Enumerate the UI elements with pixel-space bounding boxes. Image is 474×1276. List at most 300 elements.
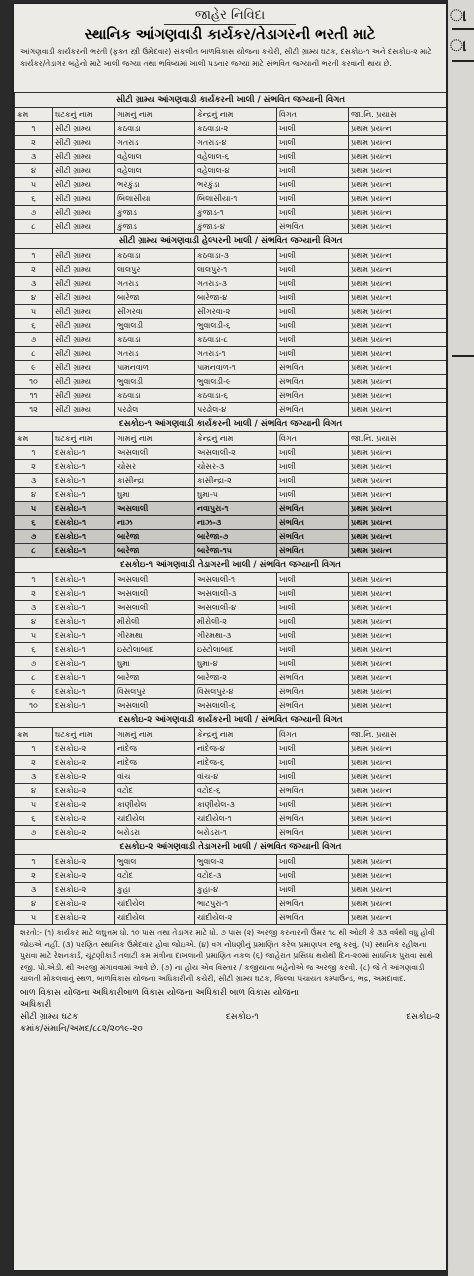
cell-prayas: પ્રથમ પ્રયત્ન bbox=[349, 742, 447, 756]
cell-prayas: પ્રથમ પ્રયત્ન bbox=[349, 291, 447, 305]
cell-prayas: પ્રથમ પ્રયત્ન bbox=[349, 756, 447, 770]
cell-kendra: ચોસર-૩ bbox=[195, 460, 277, 474]
cell-kram: ૪ bbox=[15, 164, 53, 178]
newspaper-notice bbox=[14, 4, 446, 1270]
cell-vigat: ખાલી bbox=[277, 277, 349, 291]
notice-title: જાહેર નિવિદા bbox=[194, 8, 266, 23]
table-row bbox=[15, 742, 447, 756]
table-row bbox=[15, 319, 447, 333]
column-header-gaam: ગામનું નામ bbox=[115, 108, 195, 122]
cell-prayas: પ્રથમ પ્રયત્ન bbox=[349, 164, 447, 178]
cell-gaam: ગતરાડ bbox=[115, 277, 195, 291]
cell-kendra: વટોદ-૩ bbox=[195, 869, 277, 883]
cell-kendra: કુંજાડ-૧ bbox=[195, 206, 277, 220]
cell-kram: ૩ bbox=[15, 770, 53, 784]
cell-kram: ૭ bbox=[15, 657, 53, 671]
cell-kendra: ઘુમા-૪ bbox=[195, 657, 277, 671]
cell-prayas: પ્રથમ પ્રયત્ન bbox=[349, 319, 447, 333]
column-header-kendra: કેન્દ્રનું નામ bbox=[195, 728, 277, 742]
cell-vigat: ખાલી bbox=[277, 474, 349, 488]
cell-gaam: અસલાલી bbox=[115, 601, 195, 615]
cell-ghatak: દસકોઇ-૧ bbox=[53, 671, 115, 685]
cell-gaam: પામનવાળ bbox=[115, 361, 195, 375]
cell-kram: ૧ bbox=[15, 742, 53, 756]
cell-ghatak: દસકોઇ-૨ bbox=[53, 855, 115, 869]
cell-kendra: અસલાલી-૬ bbox=[195, 699, 277, 713]
cell-vigat: ખાલી bbox=[277, 855, 349, 869]
cell-ghatak: સીટી ગ્રામ્ય bbox=[53, 206, 115, 220]
cell-kram: ૮ bbox=[15, 347, 53, 361]
cell-kendra: સીંગરવા-૨ bbox=[195, 305, 277, 319]
edge-rule bbox=[452, 60, 474, 62]
cell-prayas: પ્રથમ પ્રયત્ન bbox=[349, 333, 447, 347]
cell-kendra: કઠવાડા-૩ bbox=[195, 249, 277, 263]
column-header-ghatak: ઘટકનું નામ bbox=[53, 108, 115, 122]
column-header-kram: ક્રમ bbox=[15, 728, 53, 742]
cell-ghatak: દસકોઇ-૧ bbox=[53, 516, 115, 530]
column-header-gaam: ગામનું નામ bbox=[115, 728, 195, 742]
cell-vigat: ખાલી bbox=[277, 573, 349, 587]
cell-kram: ૮ bbox=[15, 544, 53, 558]
cell-ghatak: દસકોઇ-૧ bbox=[53, 699, 115, 713]
cell-ghatak: સીટી ગ્રામ્ય bbox=[53, 403, 115, 417]
cell-gaam: બારેજા bbox=[115, 530, 195, 544]
cell-gaam: નાંદેજ bbox=[115, 756, 195, 770]
cell-vigat: ખાલી bbox=[277, 587, 349, 601]
cell-kendra: ભુવાલ-૨ bbox=[195, 855, 277, 869]
cell-prayas: પ્રથમ પ્રયત્ન bbox=[349, 122, 447, 136]
cell-prayas: પ્રથમ પ્રયત્ન bbox=[349, 347, 447, 361]
cell-prayas: પ્રથમ પ્રયત્ન bbox=[349, 516, 447, 530]
cell-gaam: કુહા bbox=[115, 883, 195, 897]
cell-prayas: પ્રથમ પ્રયત્ન bbox=[349, 587, 447, 601]
cell-kendra: કુંજાડ-૪ bbox=[195, 220, 277, 234]
table-row bbox=[15, 347, 447, 361]
cell-prayas: પ્રથમ પ્રયત્ન bbox=[349, 812, 447, 826]
cell-vigat: ખાલી bbox=[277, 883, 349, 897]
cell-kram: ૯ bbox=[15, 685, 53, 699]
table-row bbox=[15, 516, 447, 530]
cell-gaam: સીંગરવા bbox=[115, 305, 195, 319]
section-title-row bbox=[15, 417, 447, 432]
cell-kram: ૮ bbox=[15, 671, 53, 685]
table-row bbox=[15, 897, 447, 911]
column-header-vigat: વિગત bbox=[277, 108, 349, 122]
table-row bbox=[15, 206, 447, 220]
cell-vigat: ખાલી bbox=[277, 643, 349, 657]
cell-ghatak: સીટી ગ્રામ્ય bbox=[53, 347, 115, 361]
cell-gaam: વહેલાલ bbox=[115, 150, 195, 164]
cell-gaam: કઠવાડા bbox=[115, 389, 195, 403]
table-row bbox=[15, 699, 447, 713]
cell-vigat: સંભવિત bbox=[277, 544, 349, 558]
cell-kendra: કઠવાડા-૮ bbox=[195, 333, 277, 347]
cell-kendra: ભાટપુરા-૧ bbox=[195, 897, 277, 911]
cell-kram: ૬ bbox=[15, 812, 53, 826]
cell-kendra: વહેલાલ-૬ bbox=[195, 150, 277, 164]
cell-ghatak: દસકોઇ-૨ bbox=[53, 826, 115, 840]
cell-gaam: ભુવાલ bbox=[115, 855, 195, 869]
cell-kram: ૧૦ bbox=[15, 375, 53, 389]
column-header-kram: ક્રમ bbox=[15, 432, 53, 446]
cell-kendra: અસલાલી-૪ bbox=[195, 601, 277, 615]
cell-prayas: પ્રથમ પ્રયત્ન bbox=[349, 671, 447, 685]
cell-kendra: ભુવાલડી-૯ bbox=[195, 375, 277, 389]
cell-kram: ૬ bbox=[15, 192, 53, 206]
cell-kram: ૭ bbox=[15, 333, 53, 347]
cell-ghatak: સીટી ગ્રામ્ય bbox=[53, 263, 115, 277]
table-row bbox=[15, 192, 447, 206]
cell-kram: ૩ bbox=[15, 474, 53, 488]
cell-ghatak: સીટી ગ્રામ્ય bbox=[53, 333, 115, 347]
cell-vigat: ખાલી bbox=[277, 122, 349, 136]
cell-kram: ૬ bbox=[15, 643, 53, 657]
cell-kendra: ગતરાડ-૧ bbox=[195, 347, 277, 361]
cell-prayas: પ્રથમ પ્રયત્ન bbox=[349, 263, 447, 277]
cell-gaam: કઠવાડા bbox=[115, 249, 195, 263]
cell-kram: ૬ bbox=[15, 516, 53, 530]
cell-prayas: પ્રથમ પ્રયત્ન bbox=[349, 502, 447, 516]
cell-kram: ૫ bbox=[15, 305, 53, 319]
cell-vigat: ખાલી bbox=[277, 615, 349, 629]
cell-ghatak: દસકોઇ-૧ bbox=[53, 573, 115, 587]
cell-kram: ૩ bbox=[15, 601, 53, 615]
cell-ghatak: સીટી ગ્રામ્ય bbox=[53, 305, 115, 319]
cell-vigat: ખાલી bbox=[277, 629, 349, 643]
column-header-prayas: જા.નિ. પ્રયાસ bbox=[349, 728, 447, 742]
cell-vigat: સંભવિત bbox=[277, 897, 349, 911]
cell-prayas: પ્રથમ પ્રયત્ન bbox=[349, 855, 447, 869]
table-row bbox=[15, 798, 447, 812]
column-header-prayas: જા.નિ. પ્રયાસ bbox=[349, 108, 447, 122]
cell-gaam: અસલાલી bbox=[115, 587, 195, 601]
cell-ghatak: સીટી ગ્રામ્ય bbox=[53, 361, 115, 375]
table-row bbox=[15, 291, 447, 305]
table-row bbox=[15, 178, 447, 192]
column-header-kendra: કેન્દ્રનું નામ bbox=[195, 108, 277, 122]
cell-gaam: ગતરાડ bbox=[115, 347, 195, 361]
cell-ghatak: દસકોઇ-૧ bbox=[53, 544, 115, 558]
cell-gaam: વટોદ bbox=[115, 869, 195, 883]
cell-kendra: પરઢોલ-૪ bbox=[195, 403, 277, 417]
cell-prayas: પ્રથમ પ્રયત્ન bbox=[349, 446, 447, 460]
cell-kendra: ઘુમા-૫ bbox=[195, 488, 277, 502]
cell-prayas: પ્રથમ પ્રયત્ન bbox=[349, 249, 447, 263]
cell-prayas: પ્રથમ પ્રયત્ન bbox=[349, 784, 447, 798]
cell-gaam: અસલાલી bbox=[115, 446, 195, 460]
cell-gaam: ગતરાડ bbox=[115, 136, 195, 150]
cell-kendra: બિલાસીયા-૧ bbox=[195, 192, 277, 206]
cell-vigat: સંભવિત bbox=[277, 784, 349, 798]
cell-kram: ૧ bbox=[15, 122, 53, 136]
cell-prayas: પ્રથમ પ્રયત્ન bbox=[349, 699, 447, 713]
cell-vigat: સંભવિત bbox=[277, 812, 349, 826]
cell-prayas: પ્રથમ પ્રયત્ન bbox=[349, 629, 447, 643]
table-row bbox=[15, 361, 447, 375]
cell-ghatak: સીટી ગ્રામ્ય bbox=[53, 192, 115, 206]
cell-ghatak: સીટી ગ્રામ્ય bbox=[53, 178, 115, 192]
cell-ghatak: સીટી ગ્રામ્ય bbox=[53, 319, 115, 333]
table-row bbox=[15, 277, 447, 291]
cell-gaam: અસલાલી bbox=[115, 699, 195, 713]
cell-vigat: ખાલી bbox=[277, 756, 349, 770]
cell-vigat: ખાલી bbox=[277, 150, 349, 164]
cell-kendra: અસલાલી-૨ bbox=[195, 446, 277, 460]
cell-ghatak: સીટી ગ્રામ્ય bbox=[53, 375, 115, 389]
section-title: દસકોઇ-૨ આંગણવાડી તેડાગરની ખાલી / સંભવિત જગ્યાની વિગત bbox=[15, 840, 447, 855]
cell-kendra: કાસીન્દ્રા-૨ bbox=[195, 474, 277, 488]
table-row bbox=[15, 249, 447, 263]
cell-ghatak: દસકોઇ-૧ bbox=[53, 502, 115, 516]
cell-kram: ૭ bbox=[15, 826, 53, 840]
signature-line-2: અધિકારી bbox=[20, 999, 52, 1010]
signature-unit-daskroi-2: દસકોઇ-૨ bbox=[406, 1011, 440, 1022]
cell-vigat: ખાલી bbox=[277, 869, 349, 883]
cell-ghatak: દસકોઇ-૨ bbox=[53, 883, 115, 897]
cell-prayas: પ્રથમ પ્રયત્ન bbox=[349, 883, 447, 897]
cell-gaam: કઠવાડા bbox=[115, 333, 195, 347]
signature-block bbox=[14, 987, 446, 1035]
cell-kram: ૯ bbox=[15, 361, 53, 375]
cell-gaam: ચાંદીયેલ bbox=[115, 911, 195, 925]
section-title: દસકોઇ-૨ આંગણવાડી કાર્યકરની ખાલી / સંભવિત જગ્યાની વિગત bbox=[15, 713, 447, 728]
cell-kendra: કઠવાડા-૬ bbox=[195, 389, 277, 403]
cell-kendra: નાઝ-૩ bbox=[195, 516, 277, 530]
table-row bbox=[15, 601, 447, 615]
section-title-row bbox=[15, 93, 447, 108]
table-row bbox=[15, 502, 447, 516]
cell-kendra: ભરકુંડા bbox=[195, 178, 277, 192]
cell-kendra: બરોડરા-૧ bbox=[195, 826, 277, 840]
cell-kram: ૨ bbox=[15, 756, 53, 770]
cell-kendra: ઇસ્ટોલાબાદ bbox=[195, 643, 277, 657]
cell-prayas: પ્રથમ પ્રયત્ન bbox=[349, 685, 447, 699]
cell-prayas: પ્રથમ પ્રયત્ન bbox=[349, 305, 447, 319]
signature-line-1: બાળ વિકાસ યોજના અધિકારીબાળ વિકાસ યોજના અધિકારી બાળ વિકાસ યોજના bbox=[20, 987, 299, 998]
table-row bbox=[15, 150, 447, 164]
cell-kram: ૧૦ bbox=[15, 699, 53, 713]
column-header-ghatak: ઘટકનું નામ bbox=[53, 432, 115, 446]
cell-kram: ૫ bbox=[15, 629, 53, 643]
cell-prayas: પ્રથમ પ્રયત્ન bbox=[349, 361, 447, 375]
cell-ghatak: દસકોઇ-૧ bbox=[53, 460, 115, 474]
column-header-prayas: જા.નિ. પ્રયાસ bbox=[349, 432, 447, 446]
cell-vigat: સંભવિત bbox=[277, 220, 349, 234]
cell-ghatak: સીટી ગ્રામ્ય bbox=[53, 277, 115, 291]
cell-kendra: લાલપુર-૧ bbox=[195, 263, 277, 277]
cell-ghatak: દસકોઇ-૧ bbox=[53, 474, 115, 488]
table-row bbox=[15, 220, 447, 234]
cell-kram: ૧ bbox=[15, 855, 53, 869]
cell-prayas: પ્રથમ પ્રયત્ન bbox=[349, 544, 447, 558]
cell-ghatak: દસકોઇ-૨ bbox=[53, 897, 115, 911]
cell-kendra: કાણીયેલ-૩ bbox=[195, 798, 277, 812]
column-header-row bbox=[15, 432, 447, 446]
section-title: દસકોઇ-૧ આંગણવાડી કાર્યકરની ખાલી / સંભવિત જગ્યાની વિગત bbox=[15, 417, 447, 432]
cell-ghatak: દસકોઇ-૧ bbox=[53, 615, 115, 629]
cell-kram: ૭ bbox=[15, 530, 53, 544]
cell-prayas: પ્રથમ પ્રયત્ન bbox=[349, 178, 447, 192]
notice-intro: આંગણવાડી કાર્યકરની ભરતી (ફક્ત સ્ત્રી ઉમેદવાર) સંકલીત બાળવિકાસ યોજના કચેરી, સીટી ગ્રામ્ય ઘટક, દસકોઇ-૧ અને દસકોઇ-૨ માટે કાર્યકર/તેડાગર બહેનો માટે ખાલી જગ્યા તથા ભવિષ્યમાં ખાલી પડનાર જગ્યા માટે સંભવિત જગ્યાની ભરતી કરવાની થાય છે. bbox=[20, 47, 432, 68]
cell-kram: ૨ bbox=[15, 869, 53, 883]
signature-unit-city: સીટી ગ્રામ્ય ઘટક bbox=[20, 1011, 79, 1022]
cell-ghatak: દસકોઇ-૧ bbox=[53, 657, 115, 671]
cell-gaam: કુંજાડ bbox=[115, 220, 195, 234]
cell-vigat: ખાલી bbox=[277, 319, 349, 333]
cell-ghatak: સીટી ગ્રામ્ય bbox=[53, 136, 115, 150]
cell-gaam: ઘુમા bbox=[115, 488, 195, 502]
cell-kendra: વટોદ-૬ bbox=[195, 784, 277, 798]
cell-vigat: ખાલી bbox=[277, 305, 349, 319]
cell-gaam: ચાંદીયેલ bbox=[115, 897, 195, 911]
cell-kendra: વાંચ-૪ bbox=[195, 770, 277, 784]
table-row bbox=[15, 671, 447, 685]
signature-unit-daskroi-1: દસકોઇ-૧ bbox=[225, 1011, 259, 1022]
cell-vigat: સંભવિત bbox=[277, 530, 349, 544]
cell-prayas: પ્રથમ પ્રયત્ન bbox=[349, 220, 447, 234]
cell-vigat: ખાલી bbox=[277, 446, 349, 460]
section-title: સીટી ગ્રામ્ય આંગણવાડી હેલ્પરની ખાલી / સંભવિત જગ્યાની વિગત bbox=[15, 234, 447, 249]
title-underline bbox=[164, 24, 296, 25]
cell-ghatak: દસકોઇ-૧ bbox=[53, 601, 115, 615]
cell-prayas: પ્રથમ પ્રયત્ન bbox=[349, 488, 447, 502]
cell-kendra: બારેજા-૧૫ bbox=[195, 544, 277, 558]
cell-ghatak: દસકોઇ-૧ bbox=[53, 488, 115, 502]
table-row bbox=[15, 544, 447, 558]
cell-vigat: ખાલી bbox=[277, 333, 349, 347]
cell-ghatak: દસકોઇ-૨ bbox=[53, 911, 115, 925]
cell-kendra: નવાપુરા-૧ bbox=[195, 502, 277, 516]
cell-vigat: ખાલી bbox=[277, 657, 349, 671]
cell-prayas: પ્રથમ પ્રયત્ન bbox=[349, 798, 447, 812]
cell-vigat: સંભવિત bbox=[277, 826, 349, 840]
cell-gaam: બારેજા bbox=[115, 291, 195, 305]
cell-prayas: પ્રથમ પ્રયત્ન bbox=[349, 474, 447, 488]
table-row bbox=[15, 911, 447, 925]
cell-ghatak: સીટી ગ્રામ્ય bbox=[53, 122, 115, 136]
cell-kram: ૪ bbox=[15, 488, 53, 502]
cell-prayas: પ્રથમ પ્રયત્ન bbox=[349, 277, 447, 291]
cell-kendra: બારેજા-૭ bbox=[195, 530, 277, 544]
cell-ghatak: દસકોઇ-૨ bbox=[53, 812, 115, 826]
table-row bbox=[15, 643, 447, 657]
cell-kram: ૨ bbox=[15, 263, 53, 277]
cell-ghatak: દસકોઇ-૧ bbox=[53, 643, 115, 657]
table-row bbox=[15, 488, 447, 502]
table-row bbox=[15, 869, 447, 883]
table-row bbox=[15, 460, 447, 474]
cell-ghatak: સીટી ગ્રામ્ય bbox=[53, 249, 115, 263]
cell-prayas: પ્રથમ પ્રયત્ન bbox=[349, 657, 447, 671]
table-row bbox=[15, 333, 447, 347]
table-row bbox=[15, 375, 447, 389]
cell-gaam: વાંચ bbox=[115, 770, 195, 784]
cell-kram: ૮ bbox=[15, 220, 53, 234]
cell-gaam: લાલપુર bbox=[115, 263, 195, 277]
cell-prayas: પ્રથમ પ્રયત્ન bbox=[349, 643, 447, 657]
cell-gaam: ઘુમા bbox=[115, 657, 195, 671]
cell-vigat: ખાલી bbox=[277, 164, 349, 178]
cell-kendra: વહેલાલ-૪ bbox=[195, 164, 277, 178]
cell-ghatak: સીટી ગ્રામ્ય bbox=[53, 389, 115, 403]
cell-kendra: ગતરાડ-૪ bbox=[195, 136, 277, 150]
cell-kram: ૩ bbox=[15, 883, 53, 897]
cell-kendra: પામનવાળ-૧ bbox=[195, 361, 277, 375]
section-title-row bbox=[15, 840, 447, 855]
cell-ghatak: દસકોઇ-૧ bbox=[53, 685, 115, 699]
terms-text: શરતો:- (૧) કાર્યકર માટે લઘુત્તમ ધો. ૧૦ પાસ તથા તેડાગર માટે ધો. ૭ પાસ (૨) અરજી કરનારની ઉંમર ૧૮ થી ઓછી કે ૩૩ વર્ષથી વધુ હોવી જોઇએ નહીં. (૩) પરણિત સ્થાનિક ઉમેદવાર હોવા જોઇએ. (૪) વગ નોંધણીનું પ્રમાણિત કરેલ પ્રમાણપત્ર રજુ કરવું. (૫) સ્થાનિક રહીશના પુરાવા માટે રેશનકાર્ડ, ચૂંટણીકાર્ડ તલાટી કમ મંત્રીના દાખલાની પ્રમાણિત નકલ (૬) જાહેરાત પ્રસિધ્ધ થયેથી દિન-૨૦માં સાધનિક પુરાવા સાથે રજી. પો.એડી. થી અરજી મંગાવવામાં આવે છે. (૭) ના હોય એવ વિસ્તાર / કજીયાના બહેનોએ જ અરજી કરવી. (૮) જે તે આંગણવાડી ચાલતી મોકલવાનું સ્થળ, બાળવિકાસ યોજના અધિકારીની કચેરી, સીટી ગ્રામ્ય ઘટક, જિલ્લા પંચાયત કમ્પાઉન્ડ, ભદ્ર, અમદાવાદ. bbox=[20, 928, 435, 984]
cell-kendra: અસલાલી-૩ bbox=[195, 587, 277, 601]
cell-kram: ૧ bbox=[15, 573, 53, 587]
cell-vigat: ખાલી bbox=[277, 460, 349, 474]
reference-number: ક્રમાંક/સંમાનિ/અમદ/૮૮૨/૨૦૧૯-૨૦ bbox=[20, 1023, 143, 1034]
cell-kram: ૧૧ bbox=[15, 389, 53, 403]
cell-vigat: ખાલી bbox=[277, 742, 349, 756]
table-row bbox=[15, 446, 447, 460]
column-header-ghatak: ઘટકનું નામ bbox=[53, 728, 115, 742]
cell-kram: ૪ bbox=[15, 615, 53, 629]
cell-gaam: નાઝ bbox=[115, 516, 195, 530]
cell-kram: ૩ bbox=[15, 277, 53, 291]
table-row bbox=[15, 530, 447, 544]
table-row bbox=[15, 389, 447, 403]
cell-kendra: બારેજા-૪ bbox=[195, 291, 277, 305]
table-row bbox=[15, 403, 447, 417]
cell-vigat: સંભવિત bbox=[277, 403, 349, 417]
cell-vigat: ખાલી bbox=[277, 263, 349, 277]
cell-kram: ૬ bbox=[15, 319, 53, 333]
column-header-gaam: ગામનું નામ bbox=[115, 432, 195, 446]
cell-gaam: વહેલાલ bbox=[115, 164, 195, 178]
table-row bbox=[15, 305, 447, 319]
cell-vigat: સંભવિત bbox=[277, 502, 349, 516]
edge-fragment: ા bbox=[450, 6, 467, 25]
cell-ghatak: સીટી ગ્રામ્ય bbox=[53, 150, 115, 164]
cell-gaam: મીરોલી bbox=[115, 615, 195, 629]
column-header-vigat: વિગત bbox=[277, 432, 349, 446]
cell-gaam: બારેજા bbox=[115, 544, 195, 558]
table-row bbox=[15, 136, 447, 150]
cell-prayas: પ્રથમ પ્રયત્ન bbox=[349, 192, 447, 206]
section-title: દસકોઇ-૧ આંગણવાડી તેડાગરની ખાલી / સંભવિત જગ્યાની વિગત bbox=[15, 558, 447, 573]
cell-gaam: ભુવાલડી bbox=[115, 375, 195, 389]
cell-prayas: પ્રથમ પ્રયત્ન bbox=[349, 897, 447, 911]
cell-vigat: ખાલી bbox=[277, 206, 349, 220]
cell-kendra: નાંદેજ-૪ bbox=[195, 742, 277, 756]
cell-vigat: ખાલી bbox=[277, 192, 349, 206]
cell-vigat: ખાલી bbox=[277, 347, 349, 361]
table-row bbox=[15, 587, 447, 601]
cell-vigat: ખાલી bbox=[277, 601, 349, 615]
cell-gaam: બરોડરા bbox=[115, 826, 195, 840]
cell-vigat: સંભવિત bbox=[277, 685, 349, 699]
cell-kram: ૫ bbox=[15, 798, 53, 812]
cell-ghatak: દસકોઇ-૨ bbox=[53, 770, 115, 784]
cell-kram: ૫ bbox=[15, 178, 53, 192]
vacancy-table bbox=[14, 92, 446, 925]
column-header-kendra: કેન્દ્રનું નામ bbox=[195, 432, 277, 446]
cell-gaam: વટોદ bbox=[115, 784, 195, 798]
cell-ghatak: દસકોઇ-૨ bbox=[53, 869, 115, 883]
cell-gaam: નાંદેજ bbox=[115, 742, 195, 756]
cell-kendra: ગીરમથા-૩ bbox=[195, 629, 277, 643]
cell-gaam: ભરકુંડા bbox=[115, 178, 195, 192]
cell-kendra: ચાંદીયેલ-૧ bbox=[195, 812, 277, 826]
cell-gaam: વિસલપુર bbox=[115, 685, 195, 699]
section-title-row bbox=[15, 234, 447, 249]
cell-prayas: પ્રથમ પ્રયત્ન bbox=[349, 615, 447, 629]
cell-ghatak: દસકોઇ-૨ bbox=[53, 784, 115, 798]
